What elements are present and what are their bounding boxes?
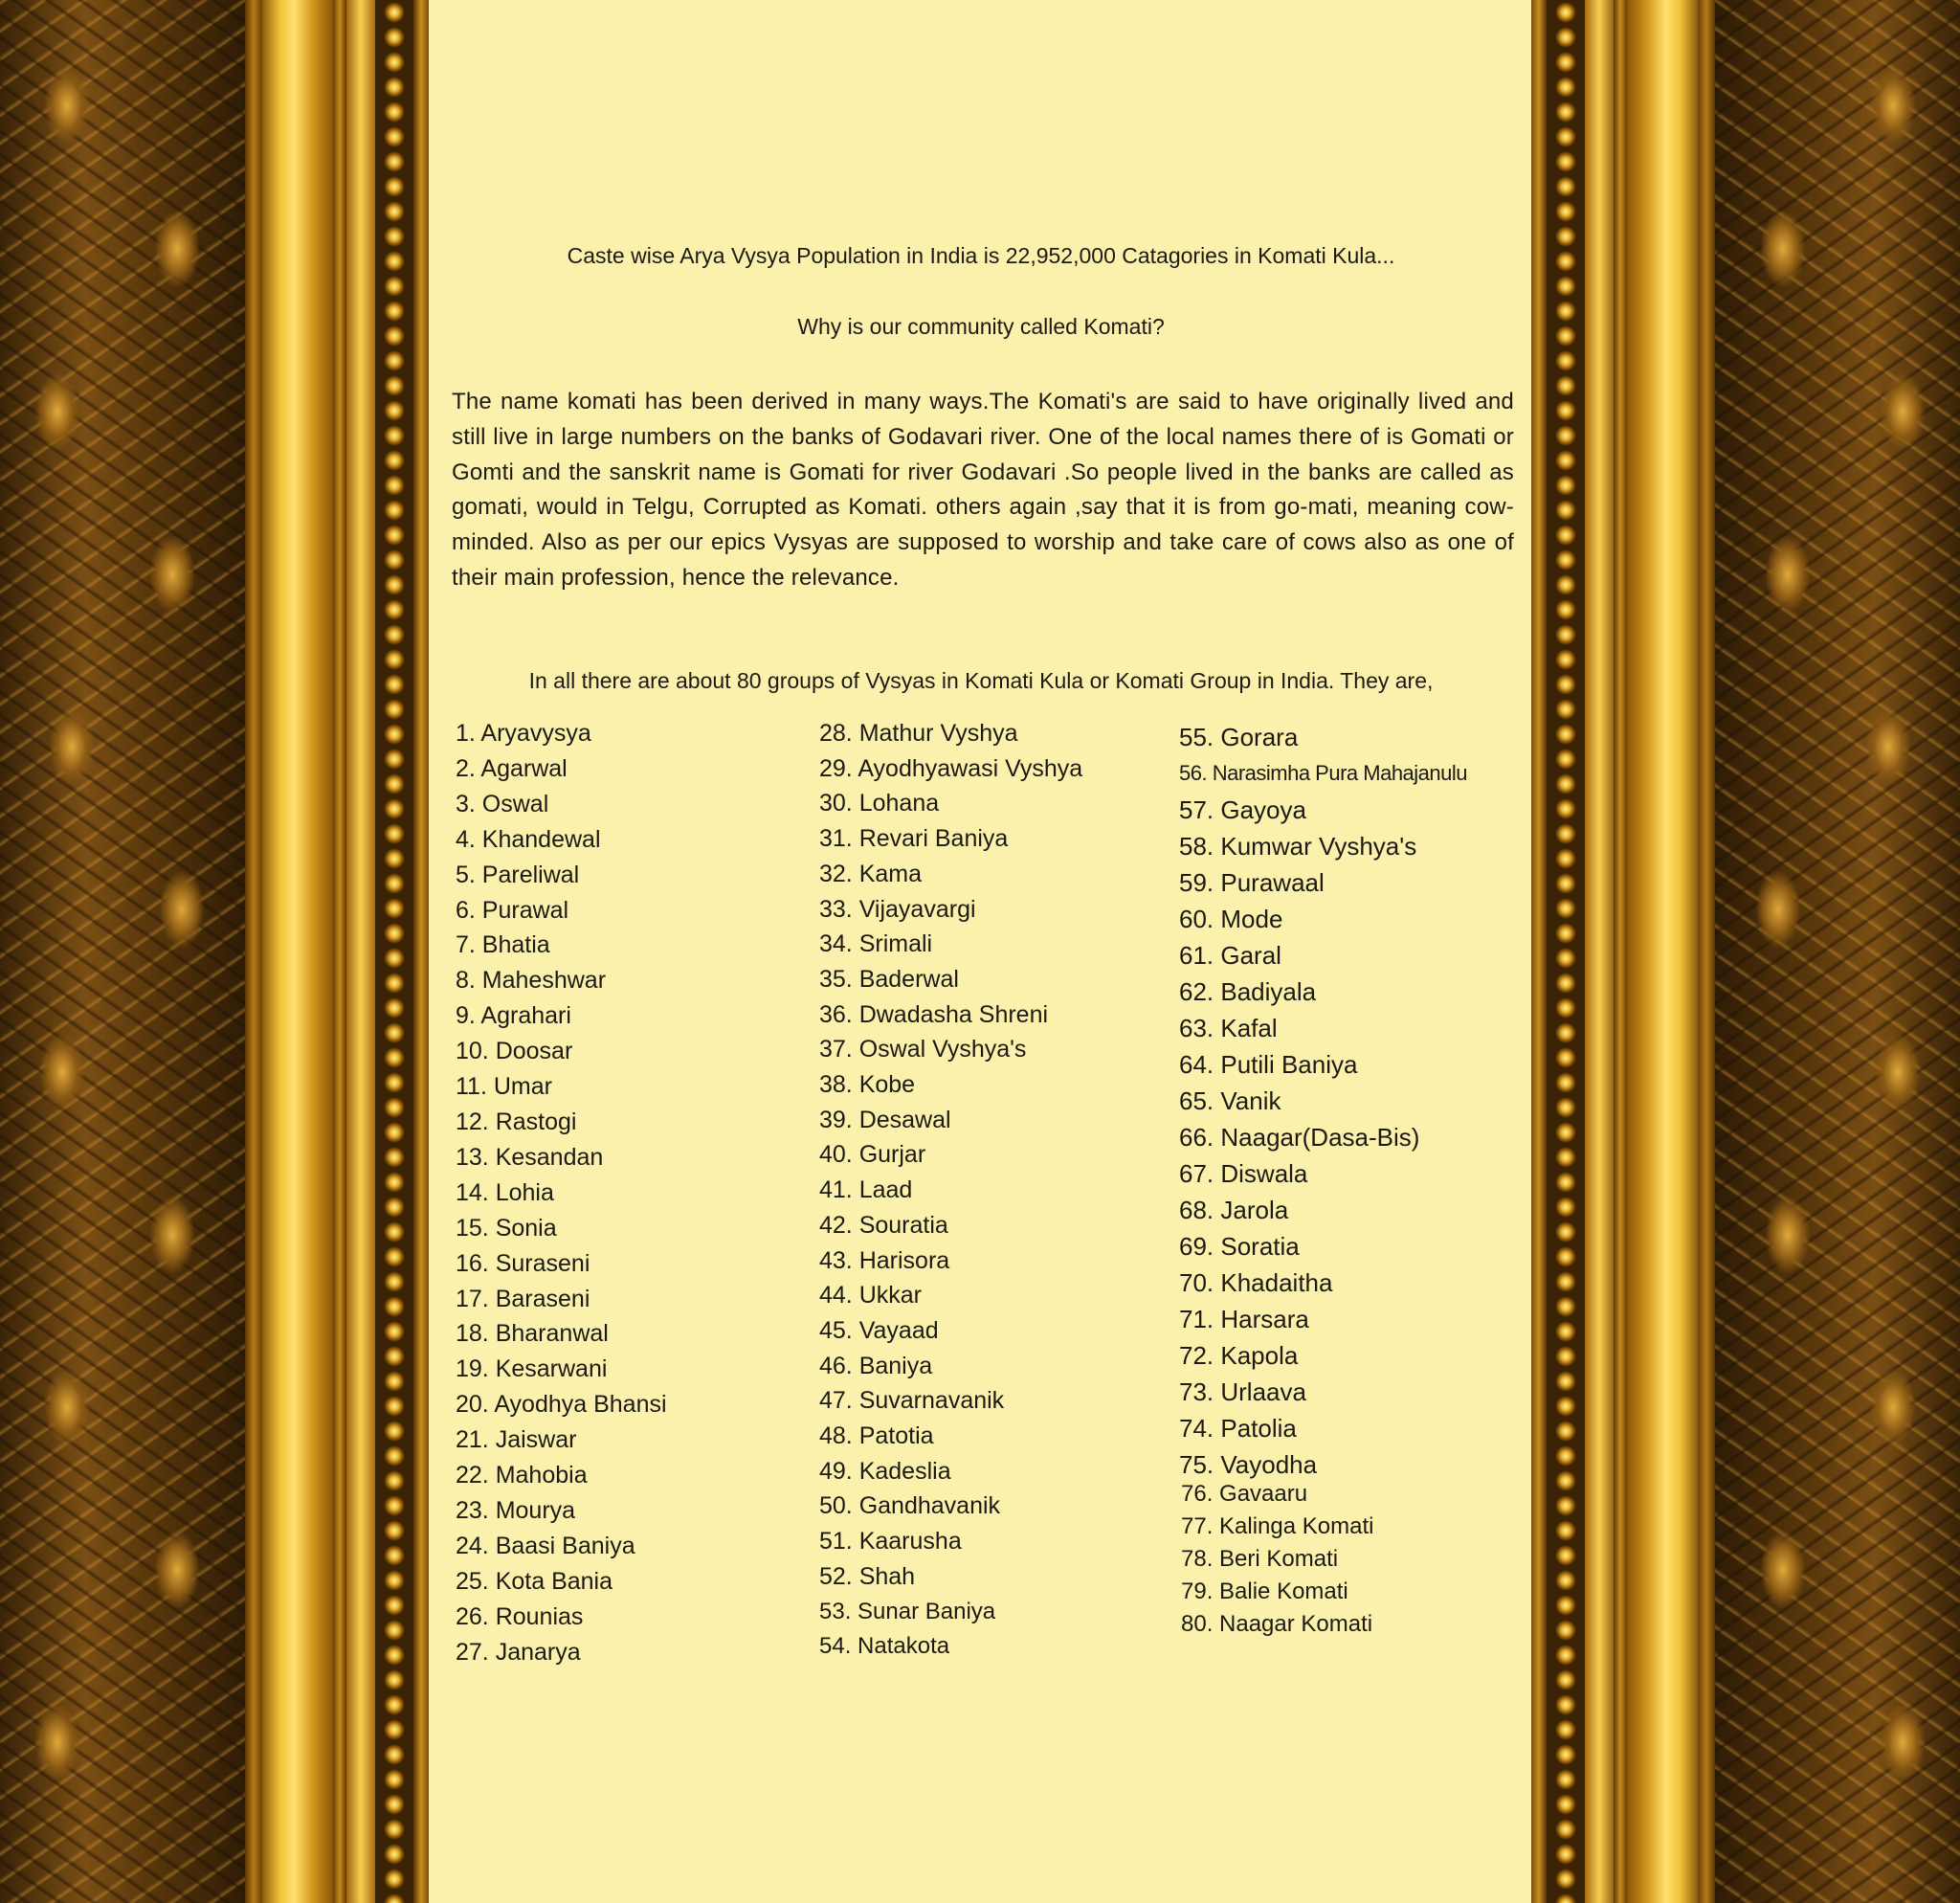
- list-item: 52. Shah: [819, 1562, 916, 1590]
- list-item: 20. Ayodhya Bhansi: [456, 1391, 667, 1419]
- list-item: 49. Kadeslia: [819, 1457, 951, 1485]
- list-item: 65. Vanik: [1179, 1086, 1281, 1115]
- list-item: 39. Desawal: [819, 1106, 951, 1133]
- list-item: 64. Putili Baniya: [1179, 1050, 1358, 1079]
- frame-rail: [1614, 0, 1627, 1903]
- list-item: 42. Souratia: [819, 1211, 948, 1239]
- list-item: 45. Vayaad: [819, 1316, 939, 1344]
- list-item: 27. Janarya: [456, 1638, 581, 1666]
- list-item: 77. Kalinga Komati: [1181, 1513, 1374, 1539]
- list-item: 32. Kama: [819, 860, 923, 887]
- carved-floral-band: [0, 0, 245, 1903]
- list-item: 54. Natakota: [819, 1633, 950, 1660]
- list-item: 66. Naagar(Dasa-Bis): [1179, 1123, 1420, 1152]
- list-item: 30. Lohana: [819, 790, 940, 817]
- list-item: 26. Rounias: [456, 1602, 584, 1630]
- frame-rail: [1531, 0, 1547, 1903]
- list-item: 76. Gavaaru: [1181, 1481, 1308, 1507]
- list-item: 38. Kobe: [819, 1071, 916, 1099]
- list-item: 33. Vijayavargi: [819, 895, 976, 923]
- list-item: 7. Bhatia: [456, 931, 550, 959]
- list-item: 40. Gurjar: [819, 1141, 926, 1169]
- list-item: 35. Baderwal: [819, 965, 959, 993]
- beaded-column: [375, 0, 413, 1903]
- list-item: 51. Kaarusha: [819, 1528, 962, 1556]
- list-item: 4. Khandewal: [456, 825, 601, 853]
- carved-floral-band: [1715, 0, 1960, 1903]
- list-item: 75. Vayodha: [1179, 1450, 1318, 1479]
- list-item: 31. Revari Baniya: [819, 825, 1009, 853]
- ornate-frame-left: [0, 0, 429, 1903]
- list-item: 18. Bharanwal: [456, 1320, 609, 1348]
- list-item: 17. Baraseni: [456, 1285, 590, 1312]
- list-item: 47. Suvarnavanik: [819, 1387, 1005, 1415]
- list-item: 1. Aryavysya: [456, 720, 591, 747]
- explanation-paragraph: The name komati has been derived in many ways.The Komati's are said to have originally lived and still live in large numbers on the banks of Godavari river. One of the local names there of is Gomati or Gomti and the sanskrit name is Gomati for river Godavari .So people lived in the banks are called as gomati, would in Telgu, Corrupted as Komati. others again ,say that it is from go-mati, meaning cow-minded. Also as per our epics Vysyas are supposed to worship and take care of cows also as one of their main profession, hence the relevance.: [452, 389, 1514, 591]
- list-item: 60. Mode: [1179, 905, 1283, 933]
- list-item: 43. Harisora: [819, 1246, 950, 1274]
- list-item: 9. Agrahari: [456, 1002, 571, 1030]
- frame-rail: [1627, 0, 1698, 1903]
- list-item: 5. Pareliwal: [456, 861, 580, 888]
- list-item: 15. Sonia: [456, 1214, 557, 1242]
- list-item: 63. Kafal: [1179, 1014, 1278, 1042]
- list-item: 34. Srimali: [819, 930, 933, 958]
- list-item: 62. Badiyala: [1179, 977, 1317, 1006]
- frame-rail: [413, 0, 429, 1903]
- list-item: 22. Mahobia: [456, 1462, 588, 1489]
- list-item: 59. Purawaal: [1179, 868, 1325, 897]
- groups-column-3: [1179, 719, 1467, 1483]
- groups-column-3-continued: [1181, 1478, 1373, 1641]
- list-item: 6. Purawal: [456, 896, 569, 924]
- frame-rail: [1585, 0, 1614, 1903]
- list-item: 68. Jarola: [1179, 1196, 1289, 1224]
- list-item: 10. Doosar: [456, 1038, 573, 1065]
- list-item: 13. Kesandan: [456, 1143, 604, 1171]
- list-item: 72. Kapola: [1179, 1341, 1299, 1370]
- groups-intro: In all there are about 80 groups of Vysyas in Komati Kula or Komati Group in India. They are,: [528, 668, 1434, 693]
- list-item: 3. Oswal: [456, 790, 549, 817]
- list-item: 41. Laad: [819, 1176, 913, 1204]
- list-item: 28. Mathur Vyshya: [819, 720, 1018, 747]
- headline: Caste wise Arya Vysya Population in India is 22,952,000 Catagories in Komati Kula...: [567, 243, 1395, 268]
- list-item: 55. Gorara: [1179, 723, 1299, 751]
- list-item: 16. Suraseni: [456, 1249, 590, 1277]
- list-item: 69. Soratia: [1179, 1232, 1300, 1261]
- list-item: 14. Lohia: [456, 1178, 554, 1206]
- frame-rail: [262, 0, 333, 1903]
- frame-rail: [333, 0, 346, 1903]
- list-item: 80. Naagar Komati: [1181, 1611, 1373, 1637]
- frame-rail: [1698, 0, 1715, 1903]
- list-item: 11. Umar: [456, 1073, 552, 1101]
- question-heading: Why is our community called Komati?: [797, 314, 1165, 339]
- list-item: 8. Maheshwar: [456, 967, 607, 995]
- groups-column-1: [456, 716, 667, 1669]
- list-item: 79. Balie Komati: [1181, 1578, 1348, 1604]
- list-item: 50. Gandhavanik: [819, 1492, 1001, 1520]
- list-item: 19. Kesarwani: [456, 1355, 608, 1383]
- frame-rail: [245, 0, 262, 1903]
- list-item: 73. Urlaava: [1179, 1377, 1306, 1406]
- list-item: 53. Sunar Baniya: [819, 1598, 996, 1624]
- list-item: 58. Kumwar Vyshya's: [1179, 832, 1417, 861]
- list-item: 2. Agarwal: [456, 754, 568, 782]
- list-item: 57. Gayoya: [1179, 795, 1306, 824]
- list-item: 70. Khadaitha: [1179, 1268, 1333, 1297]
- list-item: 71. Harsara: [1179, 1305, 1309, 1333]
- parchment-panel: [429, 0, 1531, 1903]
- list-item: 44. Ukkar: [819, 1282, 922, 1310]
- list-item: 37. Oswal Vyshya's: [819, 1036, 1027, 1063]
- list-item: 56. Narasimha Pura Mahajanulu: [1179, 761, 1468, 785]
- groups-column-2: [819, 716, 1082, 1665]
- list-item: 61. Garal: [1179, 941, 1281, 970]
- ornate-frame-right: [1531, 0, 1960, 1903]
- list-item: 12. Rastogi: [456, 1108, 577, 1135]
- list-item: 25. Kota Bania: [456, 1567, 613, 1595]
- list-item: 67. Diswala: [1179, 1159, 1308, 1188]
- list-item: 78. Beri Komati: [1181, 1546, 1339, 1572]
- list-item: 24. Baasi Baniya: [456, 1532, 635, 1559]
- list-item: 21. Jaiswar: [456, 1426, 577, 1454]
- list-item: 74. Patolia: [1179, 1414, 1297, 1443]
- list-item: 36. Dwadasha Shreni: [819, 1000, 1049, 1028]
- list-item: 48. Patotia: [819, 1422, 934, 1450]
- frame-rail: [346, 0, 375, 1903]
- list-item: 23. Mourya: [456, 1496, 576, 1524]
- list-item: 29. Ayodhyawasi Vyshya: [819, 754, 1083, 782]
- beaded-column: [1547, 0, 1585, 1903]
- list-item: 46. Baniya: [819, 1352, 933, 1379]
